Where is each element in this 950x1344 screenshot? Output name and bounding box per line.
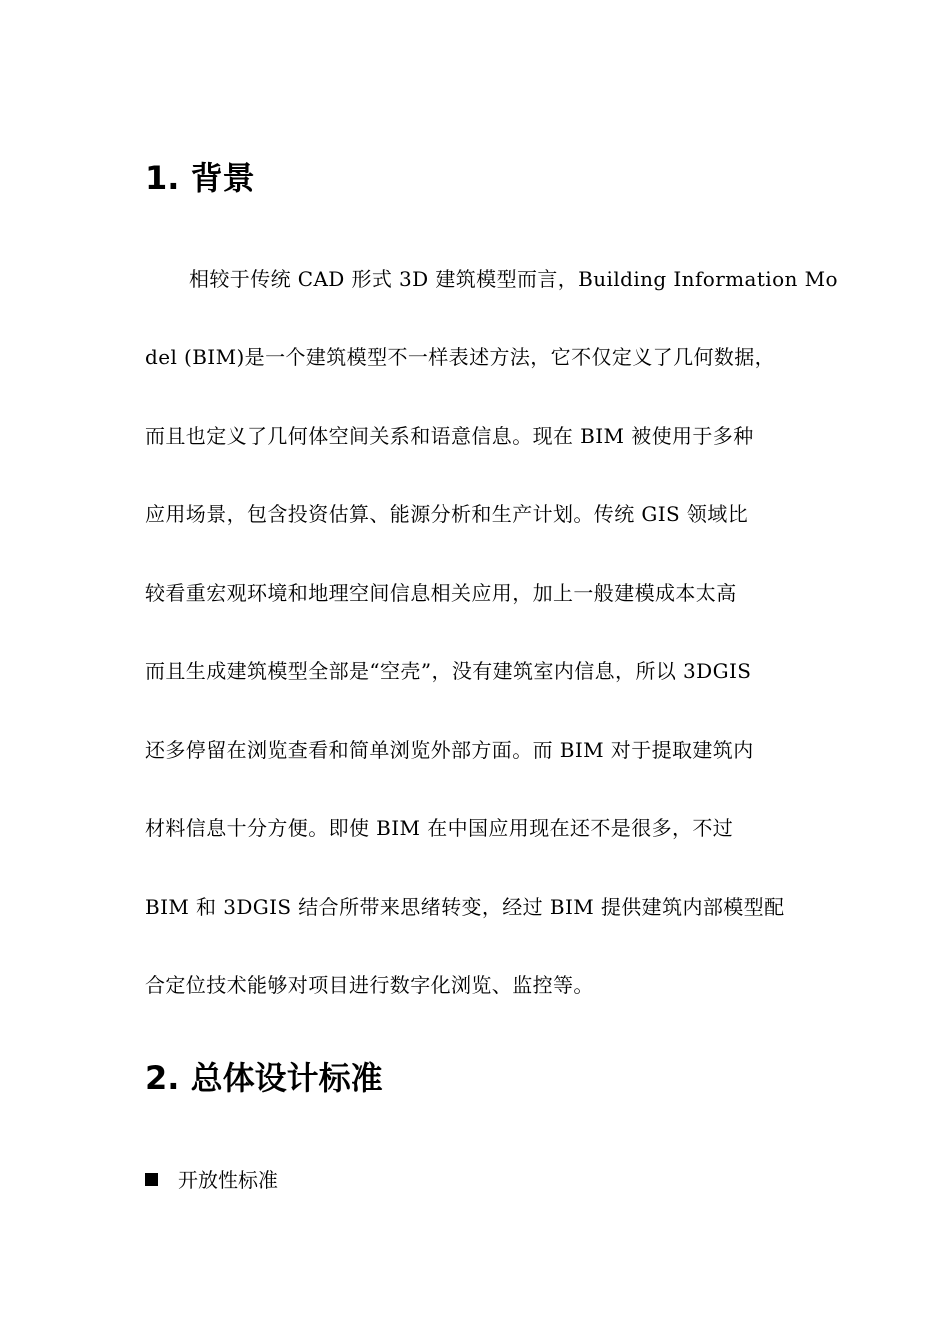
bullet-item (145, 1165, 278, 1195)
paragraph-line: 应用场景，包含投资估算、能源分析和生产计划。传统 GIS 领域比 (145, 502, 749, 526)
paragraph-line: 还多停留在浏览查看和简单浏览外部方面。而 BIM 对于提取建筑内 (145, 738, 754, 762)
paragraph-line: 而且生成建筑模型全部是“空壳”，没有建筑室内信息，所以 3DGIS (145, 659, 752, 683)
paragraph-line: BIM 和 3DGIS 结合所带来思绪转变，经过 BIM 提供建筑内部模型配 (145, 895, 785, 919)
paragraph-line: del (BIM)是一个建筑模型不一样表述方法，它不仅定义了几何数据， (145, 345, 776, 369)
paragraph-line: 合定位技术能够对项目进行数字化浏览、监控等。 (145, 973, 594, 997)
section-1-heading: 1. 背景 (145, 159, 255, 197)
section-2-heading: 2. 总体设计标准 (145, 1059, 383, 1097)
paragraph-line: 较看重宏观环境和地理空间信息相关应用，加上一般建模成本太高 (145, 581, 737, 605)
square-bullet-icon (145, 1173, 158, 1186)
paragraph-line: 材料信息十分方便。即使 BIM 在中国应用现在还不是很多，不过 (145, 816, 734, 840)
paragraph-line: 而且也定义了几何体空间关系和语意信息。现在 BIM 被使用于多种 (145, 424, 754, 448)
bullet-item-label: 开放性标准 (178, 1168, 278, 1192)
paragraph-line: 相较于传统 CAD 形式 3D 建筑模型而言，Building Information Mo (189, 267, 838, 291)
